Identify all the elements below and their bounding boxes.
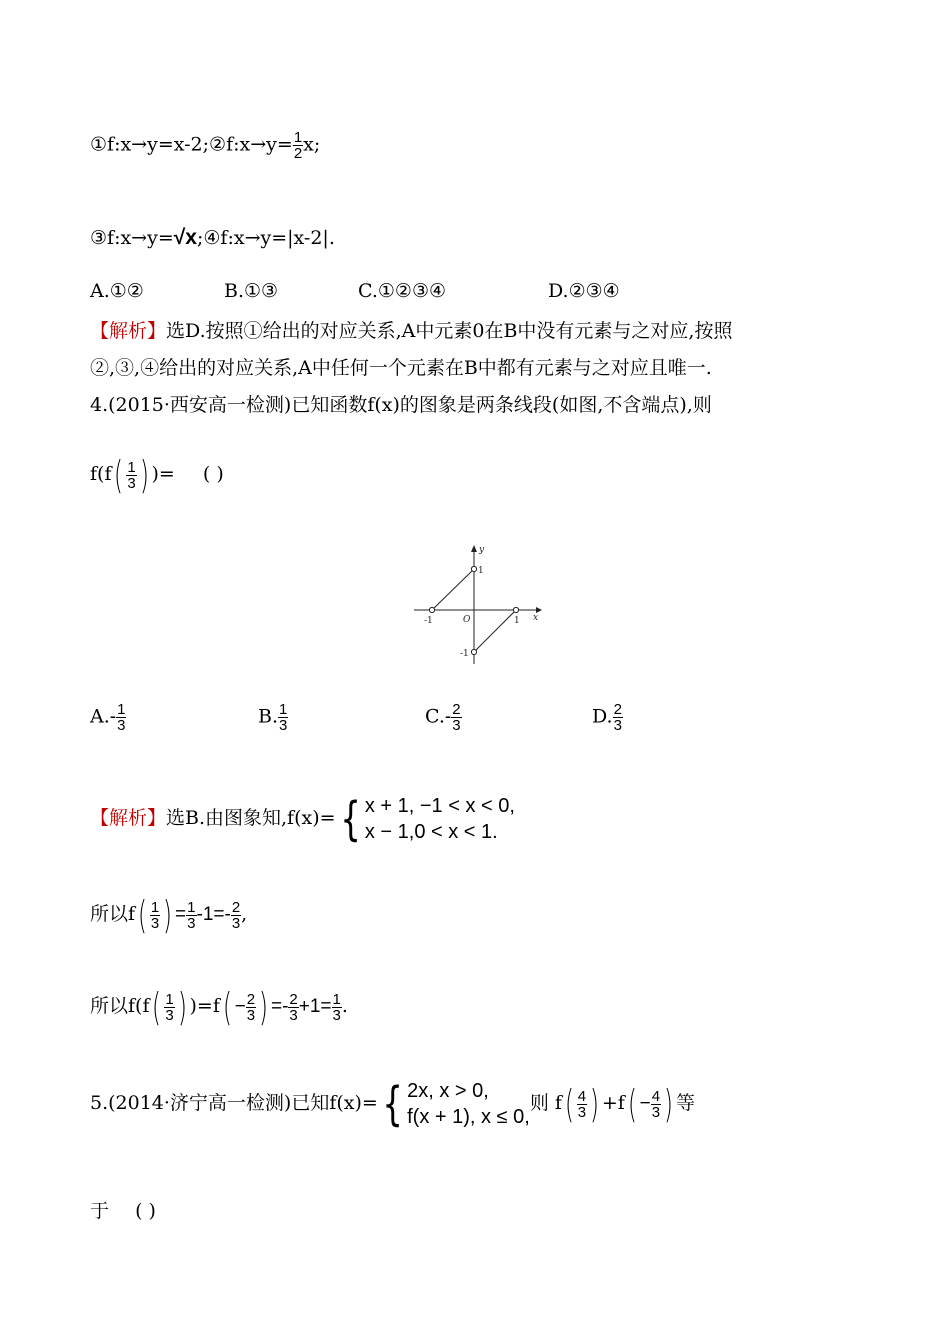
- q4-step-1: 所以f( $\frac{1}{3}$ ) = $\frac{1}{3}$ -1=- $\frac{2}{3}$ ,: [90, 893, 248, 937]
- q4-option-a[interactable]: A.- $\frac{1}{3}$: [90, 701, 126, 734]
- tick-y-minus-1: -1: [460, 649, 469, 659]
- tick-x-1: 1: [514, 616, 520, 626]
- analysis-tag: 【解析】: [90, 807, 167, 829]
- piecewise-definition: 2x, x > 0, f(x + 1), x ≤ 0,: [407, 1080, 530, 1128]
- segment-left: [432, 569, 474, 610]
- x-axis-label: x: [533, 613, 539, 623]
- q3-analysis-line-1: 【解析】选D.按照①给出的对应关系,A中元素0在B中没有元素与之对应,按照: [90, 320, 733, 342]
- answer-blank: ( ): [202, 463, 224, 485]
- q4-option-d[interactable]: D. $\frac{2}{3}$: [592, 701, 622, 734]
- q3-option-a[interactable]: A.①②: [90, 280, 144, 302]
- q3-analysis-line-2: ②,③,④给出的对应关系,A中任何一个元素在B中都有元素与之对应且唯一.: [90, 357, 712, 379]
- q3-mapping-line-1: ①f:x→y=x-2;②f:x→y= $\frac{1}{2}$ x;: [90, 129, 321, 162]
- q4-option-c[interactable]: C.- $\frac{2}{3}$: [425, 701, 461, 734]
- piecewise-brace: {: [339, 792, 361, 846]
- q4-stem-line-1: 4.(2015·西安高一检测)已知函数f(x)的图象是两条线段(如图,不含端点),则: [90, 394, 712, 416]
- function-graph: [410, 540, 550, 670]
- segment-right: [474, 610, 516, 652]
- q3-option-c[interactable]: C.①②③④: [358, 280, 447, 302]
- tick-y-1: 1: [478, 566, 484, 576]
- fraction-one-half: $\frac{1}{2}$: [293, 129, 303, 162]
- open-endpoint: [471, 649, 476, 654]
- sqrt-x: √x: [173, 226, 197, 249]
- y-axis-arrow: [471, 545, 477, 552]
- answer-blank: ( ): [135, 1200, 156, 1222]
- q3-option-d[interactable]: D.②③④: [548, 280, 620, 302]
- y-axis-label: y: [479, 545, 485, 555]
- q5-stem-line-1: 5.(2014·济宁高一检测)已知f(x)={ 2x, x > 0, f(x + 1), x ≤ 0, 则 f( $\frac{4}{3}$ ) +f( − $\frac{4}{3}$ ) 等: [90, 1077, 695, 1131]
- q3-mapping-line-2: ③f:x→y=√x;④f:x→y=|x-2|.: [90, 226, 335, 249]
- open-endpoint: [471, 566, 476, 571]
- q4-step-2: 所以f(f( $\frac{1}{3}$ ) )=f( − $\frac{2}{3}$ ) =- $\frac{2}{3}$ +1= $\frac{1}{3}$ .: [90, 985, 348, 1029]
- q3-option-b[interactable]: B.①③: [224, 280, 279, 302]
- tick-x-minus-1: -1: [424, 616, 433, 626]
- q4-analysis: 【解析】选B.由图象知,f(x)={ x + 1, −1 < x < 0, x − 1,0 < x < 1.: [90, 792, 515, 846]
- analysis-tag: 【解析】: [90, 320, 167, 342]
- piecewise-brace: {: [382, 1077, 403, 1131]
- open-endpoint: [429, 607, 434, 612]
- q4-option-b[interactable]: B. $\frac{1}{3}$: [258, 701, 288, 734]
- open-endpoint: [513, 607, 518, 612]
- fraction-one-third: $\frac{1}{3}$: [127, 458, 136, 492]
- piecewise-definition: x + 1, −1 < x < 0, x − 1,0 < x < 1.: [364, 795, 515, 843]
- q4-stem-line-2: f(f( $\frac{1}{3}$ ) )= ( ): [90, 453, 224, 497]
- origin-label: O: [463, 615, 471, 625]
- q5-stem-line-2: 于 ( ): [90, 1200, 156, 1222]
